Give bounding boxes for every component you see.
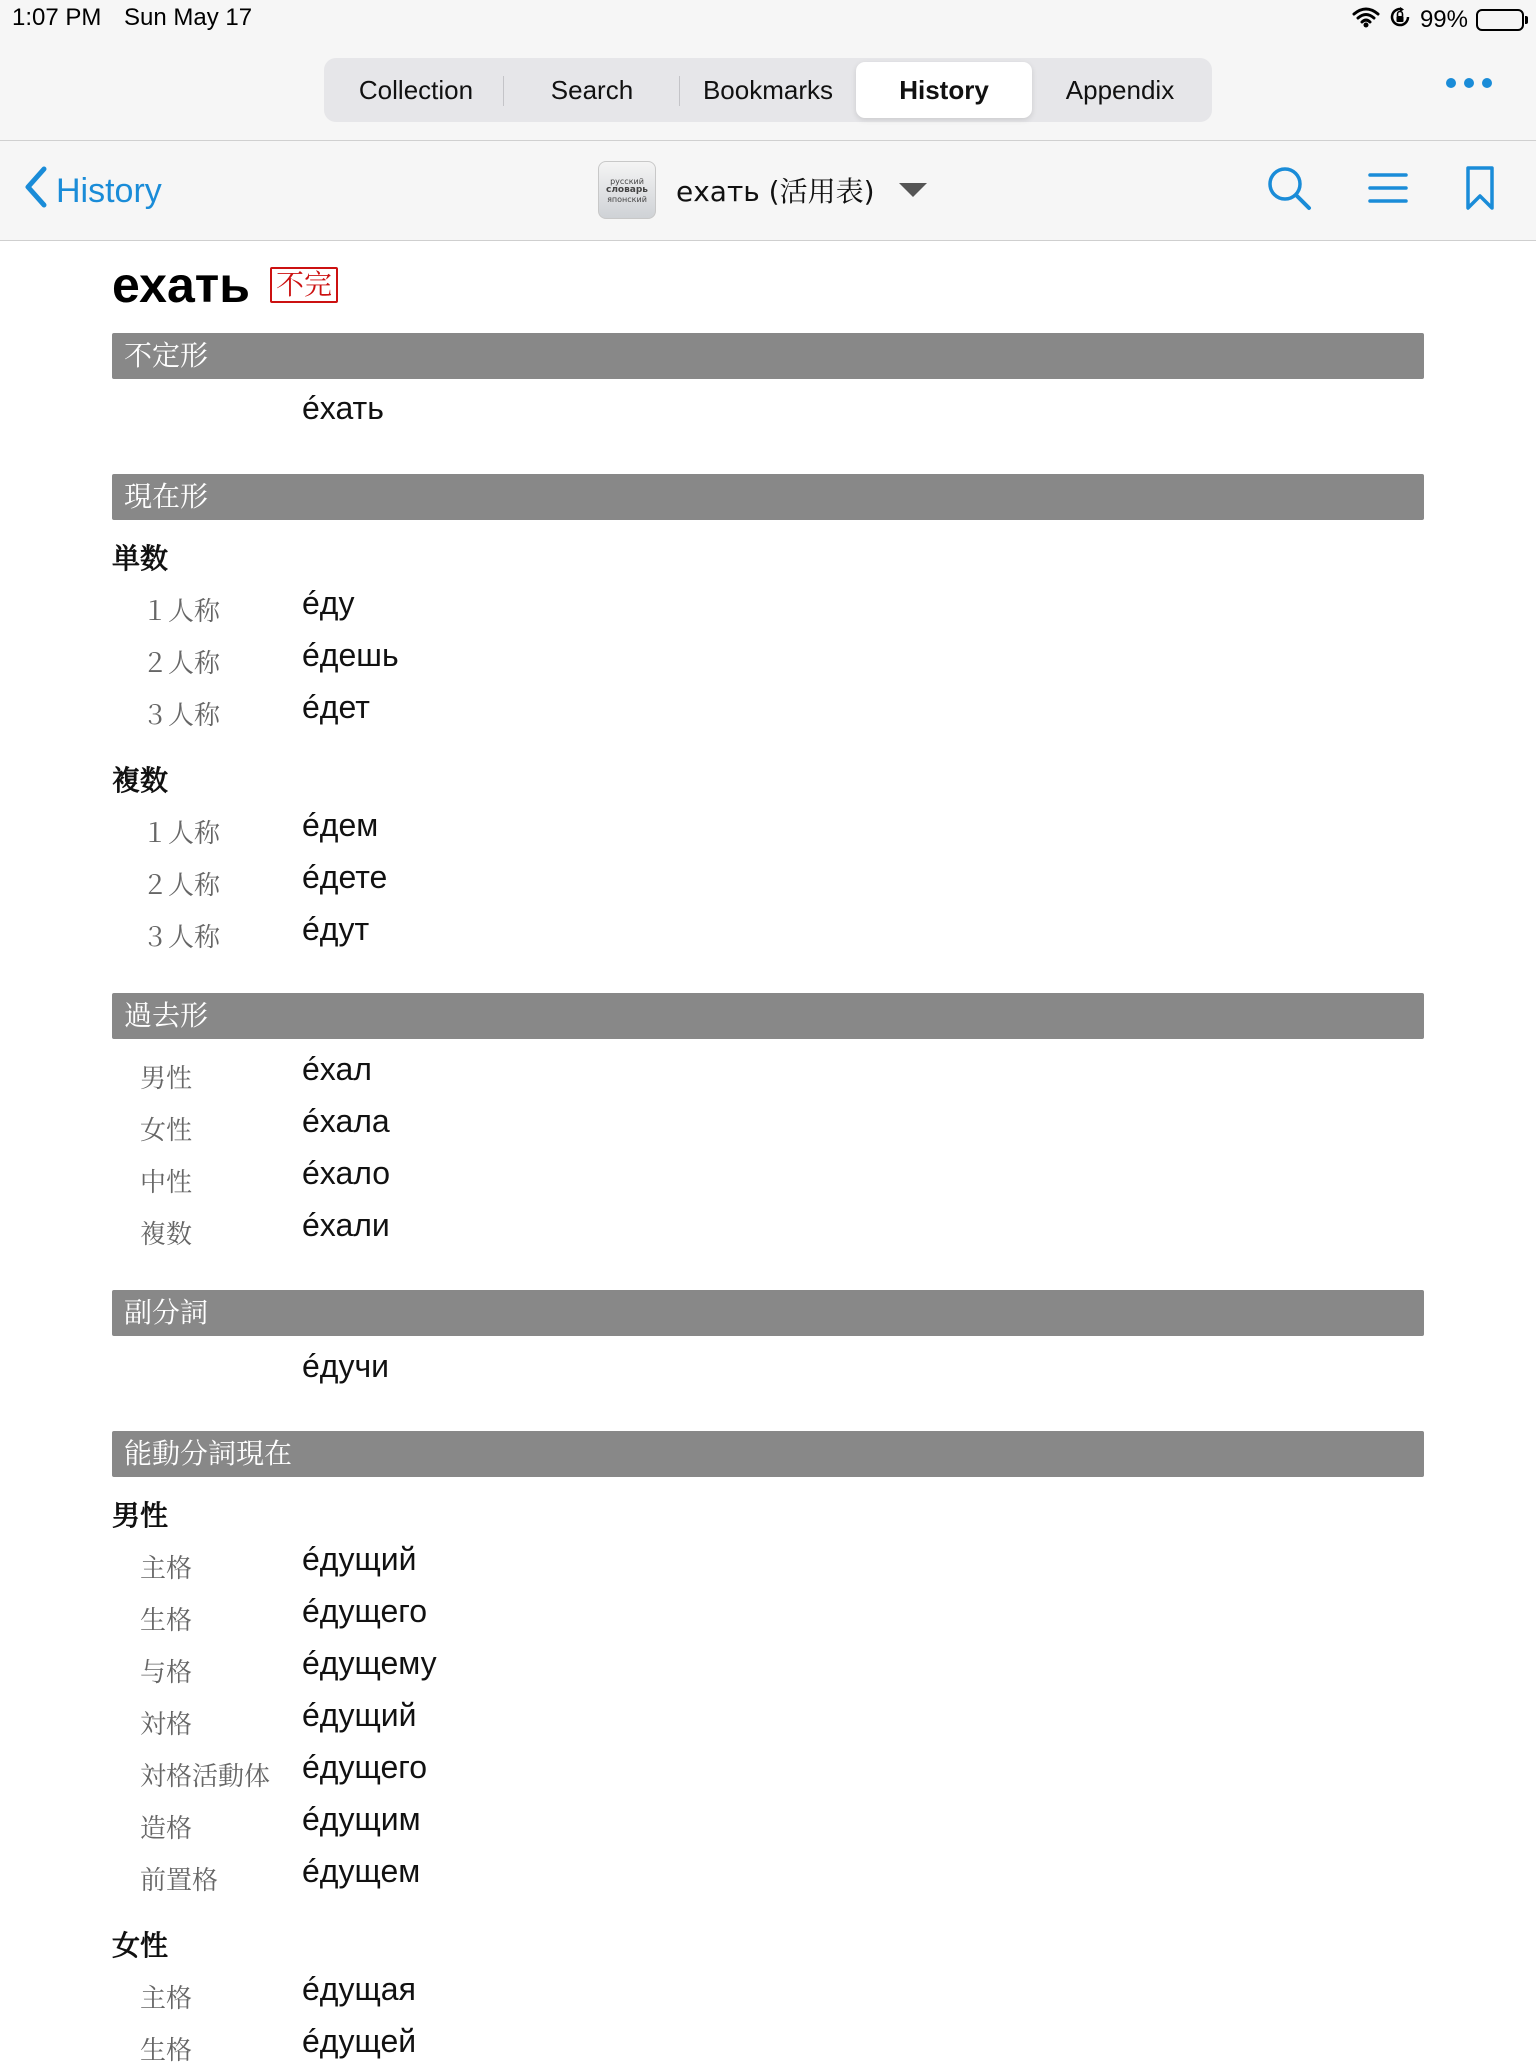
masc-value-5: éдущего	[302, 1749, 427, 1785]
masc-value-7: éдущем	[302, 1853, 421, 1889]
status-bar	[0, 0, 1536, 40]
nav-bar	[0, 141, 1536, 241]
past-value-2: éхала	[302, 1103, 390, 1139]
adverbial-participle-value: éдучи	[302, 1348, 390, 1384]
masc-value-3: éдущему	[302, 1645, 437, 1681]
bookmark-icon[interactable]	[1464, 165, 1496, 215]
present-singular-heading: 単数	[112, 542, 169, 575]
past-label-1: 男性	[140, 1064, 193, 1094]
headword: ехать	[112, 257, 250, 313]
search-icon[interactable]	[1266, 165, 1312, 215]
masc-label-3: 与格	[140, 1658, 193, 1688]
fem-label-2: 生格	[140, 2036, 193, 2066]
past-label-3: 中性	[140, 1168, 193, 1198]
orientation-lock-icon	[1388, 5, 1412, 36]
page-title: ехать (活用表)	[676, 175, 875, 208]
present-plural-label-2: ２人称	[142, 871, 221, 901]
back-button[interactable]	[22, 165, 162, 218]
dictionary-book-icon: русский словарь японский	[598, 161, 656, 219]
past-value-3: éхало	[302, 1155, 391, 1191]
masc-label-1: 主格	[140, 1554, 193, 1584]
past-label-4: 複数	[140, 1220, 193, 1250]
tab-search[interactable]: Search	[504, 62, 680, 118]
masc-label-5: 対格活動体	[140, 1762, 271, 1792]
tab-collection[interactable]: Collection	[328, 62, 504, 118]
section-infinitive: 不定形	[112, 333, 1424, 379]
present-plural-label-3: ３人称	[142, 923, 221, 953]
present-plural-value-1: éдем	[302, 807, 379, 843]
past-label-2: 女性	[140, 1116, 193, 1146]
participle-feminine-heading: 女性	[112, 1929, 169, 1962]
fem-label-1: 主格	[140, 1984, 193, 2014]
section-adverbial-participle: 副分詞	[112, 1290, 1424, 1336]
masc-value-2: éдущего	[302, 1593, 427, 1629]
list-icon[interactable]	[1368, 171, 1408, 209]
masc-value-1: éдущий	[302, 1541, 417, 1577]
masc-value-6: éдущим	[302, 1801, 421, 1837]
top-toolbar	[0, 40, 1536, 141]
status-date: Sun May 17	[124, 4, 253, 31]
infinitive-value: éхать	[302, 390, 384, 426]
present-singular-value-1: éду	[302, 585, 355, 621]
past-value-1: éхал	[302, 1051, 372, 1087]
wifi-icon	[1352, 6, 1380, 35]
status-right	[1352, 4, 1524, 36]
section-past: 過去形	[112, 993, 1424, 1039]
aspect-badge: 不完	[270, 267, 338, 303]
title-selector[interactable]	[598, 161, 927, 219]
more-icon[interactable]	[1446, 78, 1492, 88]
battery-icon	[1476, 9, 1524, 31]
masc-value-4: éдущий	[302, 1697, 417, 1733]
present-singular-label-2: ２人称	[142, 649, 221, 679]
dropdown-caret-icon	[899, 183, 927, 197]
masc-label-7: 前置格	[140, 1866, 219, 1896]
chevron-left-icon	[22, 165, 50, 218]
segmented-control	[324, 58, 1212, 122]
status-time: 1:07 PM	[12, 4, 102, 31]
masc-label-4: 対格	[140, 1710, 193, 1740]
present-plural-label-1: １人称	[142, 819, 221, 849]
masc-label-2: 生格	[140, 1606, 193, 1636]
section-present: 現在形	[112, 474, 1424, 520]
section-active-participle-present: 能動分詞現在	[112, 1431, 1424, 1477]
headword-row	[112, 256, 338, 314]
present-singular-label-3: ３人称	[142, 701, 221, 731]
participle-masculine-heading: 男性	[112, 1499, 169, 1532]
masc-label-6: 造格	[140, 1814, 193, 1844]
tab-appendix[interactable]: Appendix	[1065, 75, 1175, 105]
back-label: History	[56, 172, 162, 210]
present-plural-value-3: éдут	[302, 911, 370, 947]
present-singular-value-3: éдет	[302, 689, 370, 725]
battery-percent: 99%	[1419, 6, 1468, 33]
fem-value-1: éдущая	[302, 1971, 416, 2007]
present-singular-value-2: éдешь	[302, 637, 399, 673]
present-plural-heading: 複数	[112, 764, 169, 797]
nav-actions	[1266, 165, 1496, 215]
present-plural-value-2: éдете	[302, 859, 388, 895]
past-value-4: éхали	[302, 1207, 390, 1243]
fem-value-2: éдущей	[302, 2023, 417, 2059]
tab-history[interactable]: History	[856, 62, 1032, 118]
present-singular-label-1: １人称	[142, 597, 221, 627]
tab-bookmarks[interactable]: Bookmarks	[702, 75, 834, 105]
